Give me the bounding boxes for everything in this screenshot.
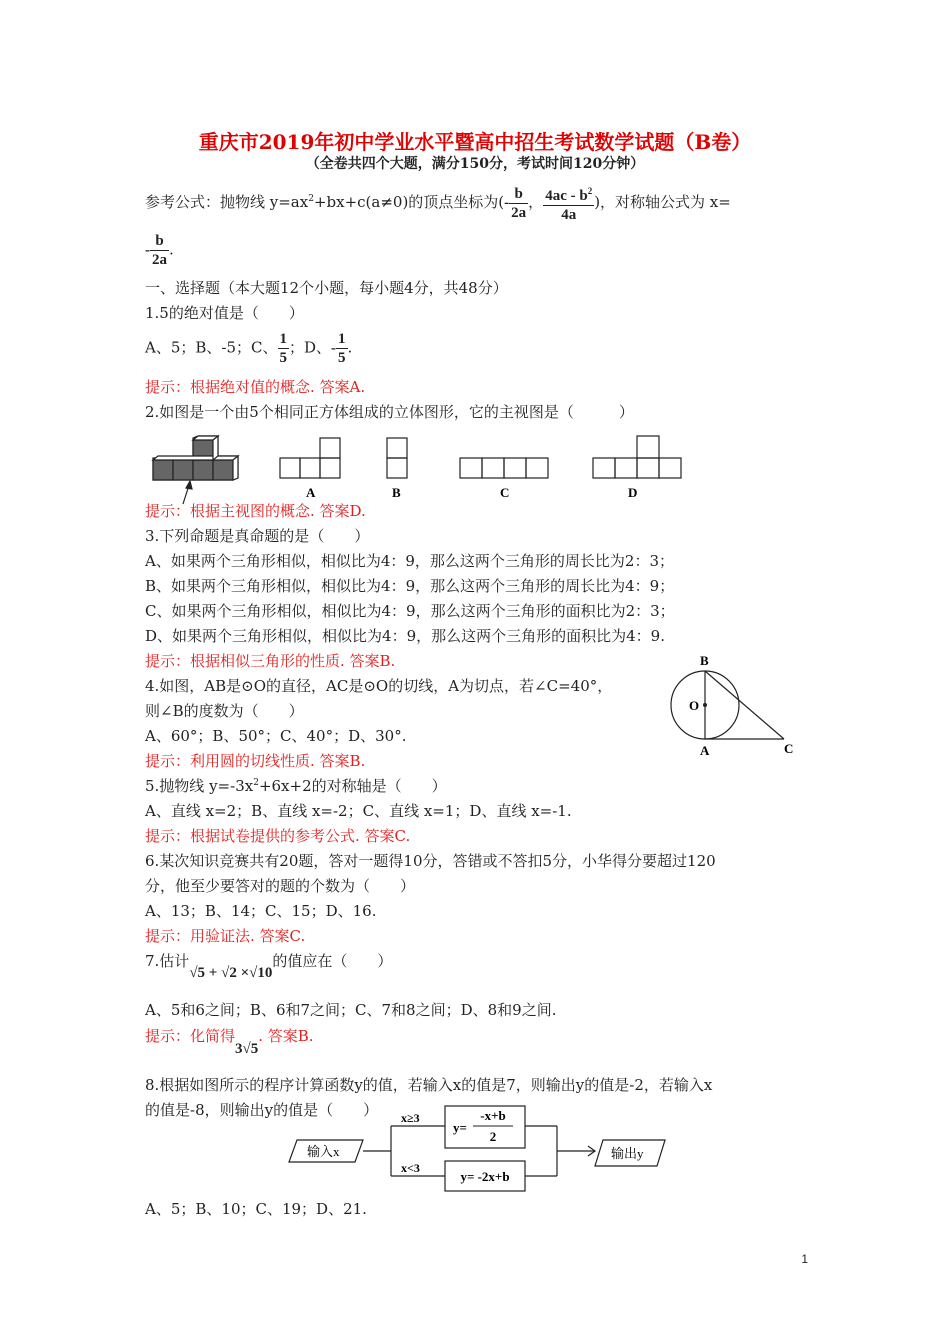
point-o-label: O [689,698,700,713]
point-c-label: C [784,741,794,756]
q8-stem-line1: 8.根据如图所示的程序计算函数y的值，若输入x的值是7，则输出y的值是-2，若输入x [145,1076,713,1094]
solid-3d-figure [153,436,238,504]
q2-stem: 2.如图是一个由5个相同正方体组成的立体图形，它的主视图是（ ） [145,403,634,421]
q4-stem-line2: 则∠B的度数为（ ） [145,702,304,720]
cond-x-ge-3: x≥3 [401,1111,420,1125]
cond-x-lt-3: x<3 [401,1161,420,1175]
q1-options: A、5；B、-5；C、 $\frac{1}{5}$ ；D、- $\frac{1}{5}$ . [145,331,353,366]
q2-figure [145,428,705,506]
q7-stem: 7.估计√5 + √2 ×√10的值应在（ ） [145,952,393,981]
formula-1-denominator: 2 [489,1129,497,1144]
formula-1-numerator: -x+b [480,1108,506,1123]
q3-hint: 提示：根据相似三角形的性质. 答案B. [145,652,396,670]
q4-stem-line1: 4.如图，AB是⊙O的直径，AC是⊙O的切线，A为切点，若∠C=40°， [145,677,613,695]
q7-options: A、5和6之间；B、6和7之间；C、7和8之间；D、8和9之间. [145,1001,557,1019]
input-label: 输入x [307,1144,340,1159]
q7-expression: √5 + √2 ×√10 [189,965,273,981]
q4-circle-figure [660,650,810,762]
q6-hint: 提示：用验证法. 答案C. [145,927,306,945]
q5-options: A、直线 x=2；B、直线 x=-2；C、直线 x=1；D、直线 x=-1. [145,802,572,820]
reference-formula: 参考公式：抛物线 $y=ax^2+bx+c(a\ne 0)$的顶点坐标为(- $\frac{b}{2a}$ ， $\frac{4ac - b^2}{4a}$ )，对称轴公式为 x= [145,182,731,224]
label-c: C [500,485,510,500]
option-d-view [593,436,681,478]
point-a-label: A [700,743,710,758]
q8-stem-line2: 的值是-8，则输出y的值是（ ） [145,1101,379,1119]
option-b-view [387,438,407,478]
q3-option-a: A、如果两个三角形相似，相似比为4：9，那么这两个三角形的周长比为2：3； [145,552,675,570]
label-b: B [392,485,401,500]
q7-hint: 提示：化简得3√5. 答案B. [145,1027,314,1057]
q2-hint: 提示：根据主视图的概念. 答案D. [145,502,366,520]
svg-text:y=: y= [453,1120,467,1135]
option-a-view [280,438,340,478]
q6-stem-line2: 分，他至少要答对的题的个数为（ ） [145,877,416,895]
q4-hint: 提示：利用圆的切线性质. 答案B. [145,752,366,770]
frac-b-over-2a: $\frac{b}{2a}$ [511,185,527,221]
option-c-view [460,458,548,478]
q1-stem: 1.5的绝对值是（ ） [145,304,304,322]
page-subtitle: （全卷共四个大题，满分150分，考试时间120分钟） [305,156,645,172]
output-label: 输出y [611,1146,644,1161]
q5-hint: 提示：根据试卷提供的参考公式. 答案C. [145,827,411,845]
label-a: A [306,485,316,500]
frac-vertex-y: $\frac{4ac - b^2}{4a}$ [545,186,593,223]
q8-options: A、5；B、10；C、19；D、21. [145,1200,367,1218]
q3-stem: 3.下列命题是真命题的是（ ） [145,527,370,545]
frac-b-over-2a-axis: $\frac{b}{2a}$ [152,233,167,268]
page-title: 重庆市2019年初中学业水平暨高中招生考试数学试题（B卷） [198,130,752,154]
axis-formula: - $\frac{b}{2a}$ . [145,233,174,268]
page-number: 1 [801,1252,808,1266]
q4-options: A、60°；B、50°；C、40°；D、30°. [145,727,407,745]
label-d: D [628,485,638,500]
q5-stem: 5.抛物线 $y=-3x^2+6x+2$的对称轴是（ ） [145,777,447,795]
q3-option-c: C、如果两个三角形相似，相似比为4：9，那么这两个三角形的面积比为2：3； [145,602,675,620]
section-heading: 一、选择题（本大题12个小题，每小题4分，共48分） [145,279,508,297]
q3-option-b: B、如果两个三角形相似，相似比为4：9，那么这两个三角形的周长比为4：9； [145,577,675,595]
q6-options: A、13；B、14；C、15；D、16. [145,902,377,920]
q1-hint: 提示：根据绝对值的概念. 答案A. [145,378,366,396]
q3-option-d: D、如果两个三角形相似，相似比为4：9，那么这两个三角形的面积比为4：9. [145,627,665,645]
point-b-label: B [700,653,709,668]
formula-2: y= -2x+b [460,1169,510,1184]
q8-flowchart [285,1100,675,1196]
q6-stem-line1: 6.某次知识竞赛共有20题，答对一题得10分，答错或不答扣5分，小华得分要超过120 [145,852,716,870]
